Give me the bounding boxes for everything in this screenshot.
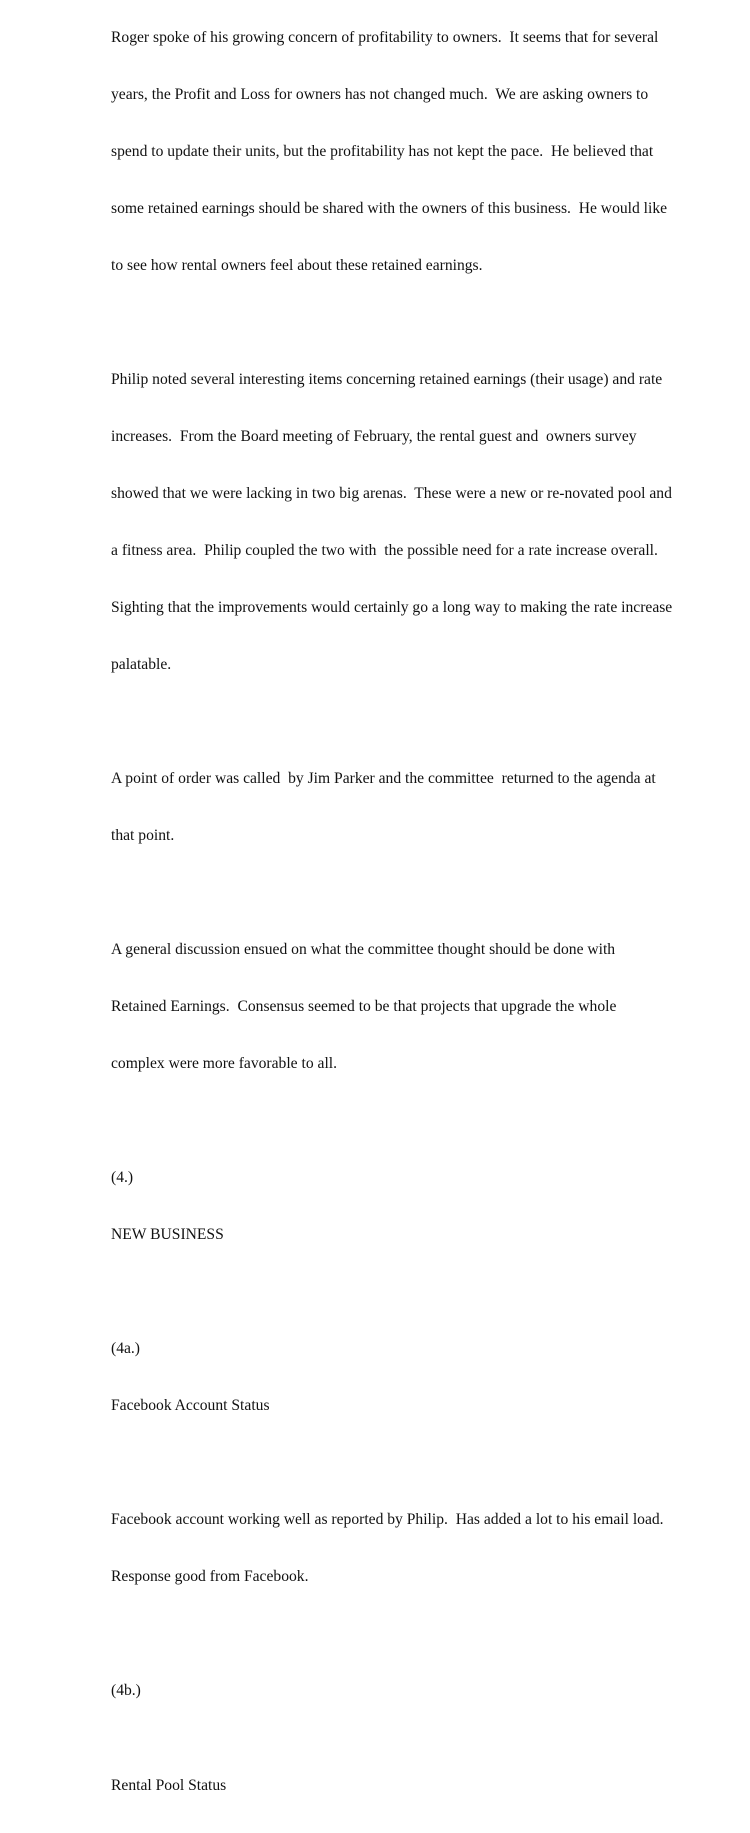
text-line: Philip noted several interesting items concerning retained earnings (their usage) and rate: [111, 371, 663, 388]
text-line: years, the Profit and Loss for owners has not changed much. We are asking owners to: [111, 86, 649, 103]
section-number: (4b.): [111, 1682, 141, 1699]
text-line: Response good from Facebook.: [111, 1568, 309, 1585]
text-line: Facebook account working well as reported by Philip. Has added a lot to his email load.: [111, 1511, 664, 1528]
text-line: Retained Earnings. Consensus seemed to be that projects that upgrade the whole: [111, 998, 617, 1015]
text-line: Roger spoke of his growing concern of profitability to owners. It seems that for several: [111, 29, 659, 46]
paragraph-philip-retained-earnings: [111, 332, 671, 712]
text-line: that point.: [111, 827, 175, 844]
text-line: showed that we were lacking in two big arenas. These were a new or re-novated pool and: [111, 485, 672, 502]
text-line: A general discussion ensued on what the committee thought should be done with: [111, 941, 616, 958]
section-title: NEW BUSINESS: [111, 1226, 224, 1243]
paragraph-general-discussion: [111, 902, 671, 1111]
section-heading-4b: [111, 1643, 671, 1794]
text-line: some retained earnings should be shared with the owners of this business. He would like: [111, 200, 668, 217]
text-line: Sighting that the improvements would certainly go a long way to making the rate increase: [111, 599, 673, 616]
text-line: A point of order was called by Jim Parker and the committee returned to the agenda at: [111, 770, 656, 787]
text-line: palatable.: [111, 656, 172, 673]
text-line: a fitness area. Philip coupled the two with the possible need for a rate increase overall.: [111, 542, 658, 559]
document-body: [111, 0, 673, 1794]
section-heading-new-business: [111, 1130, 671, 1282]
section-heading-facebook: [111, 1301, 671, 1453]
section-number: (4a.): [111, 1340, 141, 1357]
paragraph-facebook-status: [111, 1472, 671, 1624]
text-line: complex were more favorable to all.: [111, 1055, 338, 1072]
paragraph-point-of-order: [111, 731, 671, 883]
text-line: increases. From the Board meeting of February, the rental guest and owners survey: [111, 428, 637, 445]
text-line: spend to update their units, but the profitability has not kept the pace. He believed that: [111, 143, 654, 160]
text-line: to see how rental owners feel about these retained earnings.: [111, 257, 483, 274]
section-title: Rental Pool Status: [111, 1777, 227, 1794]
section-title: Facebook Account Status: [111, 1397, 270, 1414]
paragraph-roger-profitability: [111, 0, 671, 313]
cut-off-line: [111, 1738, 671, 1794]
section-number: (4.): [111, 1169, 134, 1186]
